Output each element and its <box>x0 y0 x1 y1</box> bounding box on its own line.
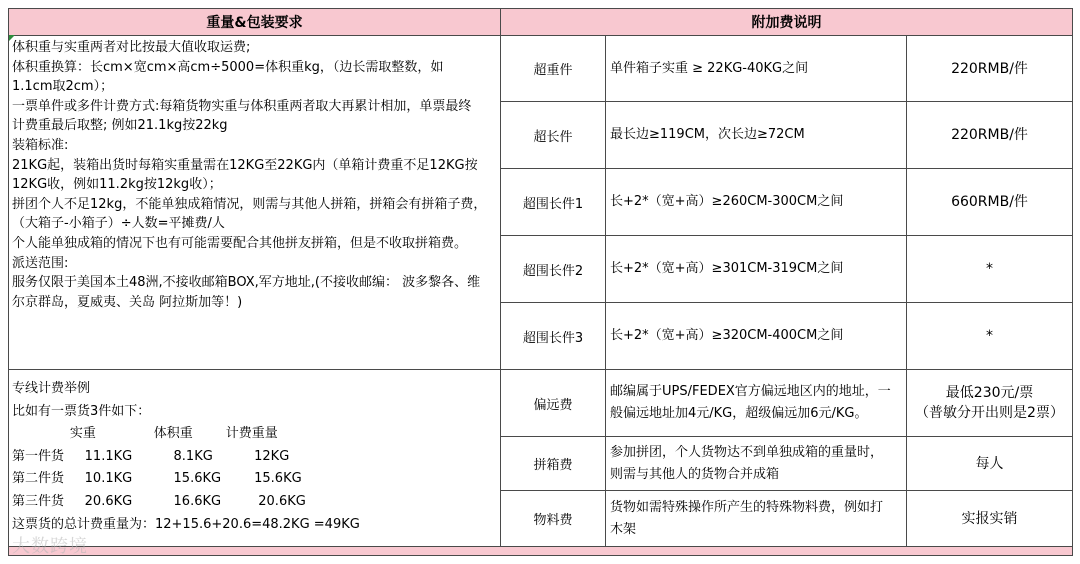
requirement-line: 服务仅限于美国本土48洲,不接收邮箱BOX,军方地址,(不接收邮编： 波多黎各、维 <box>12 275 481 291</box>
cell-comment-marker-icon <box>9 35 15 41</box>
requirement-line: 体积重与实重两者对比按最大值收取运费; <box>12 40 251 55</box>
weight-packaging-requirements <box>9 36 501 370</box>
example-line: 专线计费举例 <box>12 381 91 396</box>
surcharge-desc: 长+2*（宽+高）≥301CM-319CM之间 <box>606 236 907 303</box>
requirement-line: 装箱标准: <box>12 137 69 153</box>
surcharge-desc: 单件箱子实重 ≥ 22KG-40KG之间 <box>606 36 907 102</box>
requirement-line: 12KG收，例如11.2kg按12kg收）； <box>12 177 222 193</box>
requirement-line: 尔京群岛，夏威夷、关岛 阿拉斯加等！) <box>12 294 243 310</box>
surcharge-desc: 长+2*（宽+高）≥320CM-400CM之间 <box>606 303 907 370</box>
requirement-line: 1.1cm取2cm）； <box>12 79 114 95</box>
requirement-line: 拼团个人不足12kg，不能单独成箱情况，则需与其他人拼箱，拼箱会有拼箱子费， <box>12 196 487 212</box>
surcharge-name: 超重件 <box>501 36 606 102</box>
surcharge-name: 超长件 <box>501 102 606 169</box>
requirement-line: 21KG起，装箱出货时每箱实重量需在12KG至22KG内（单箱计费重不足12KG按 <box>12 157 478 173</box>
surcharge-fee: 660RMB/件 <box>907 169 1073 236</box>
surcharge-fee: 220RMB/件 <box>907 102 1073 169</box>
example-line: 第三件货 20.6KG 16.6KG 20.6KG <box>12 493 306 509</box>
requirement-line: 计费重最后取整; 例如21.1kg按22kg <box>12 118 228 134</box>
surcharge-name: 超围长件3 <box>501 303 606 370</box>
example-line: 第二件货 10.1KG 15.6KG 15.6KG <box>12 471 302 487</box>
pricing-example <box>9 370 501 547</box>
header-row <box>9 9 1073 36</box>
surcharge-desc: 邮编属于UPS/FEDEX官方偏远地区内的地址，一 般偏远地址加4元/KG，超级偏远加6元/KG。 <box>606 370 907 437</box>
footer-band <box>9 547 1073 556</box>
surcharge-fee: 最低230元/票 （普敏分开出则是2票） <box>907 370 1073 437</box>
surcharge-desc: 长+2*（宽+高）≥260CM-300CM之间 <box>606 169 907 236</box>
example-line: 实重 体积重 计费重量 <box>12 426 278 442</box>
surcharge-name: 超围长件2 <box>501 236 606 303</box>
requirement-line: 体积重换算：长cm×宽cm×高cm÷5000=体积重kg，（边长需取整数，如 <box>12 59 444 75</box>
surcharge-row <box>9 36 1073 102</box>
surcharge-desc: 最长边≥119CM，次长边≥72CM <box>606 102 907 169</box>
surcharge-name: 超围长件1 <box>501 169 606 236</box>
surcharge-fee: 220RMB/件 <box>907 36 1073 102</box>
watermark: 大数跨境 <box>12 536 88 557</box>
surcharge-name: 物料费 <box>501 491 606 547</box>
example-line: 第一件货 11.1KG 8.1KG 12KG <box>12 448 290 464</box>
requirement-line: 派送范围: <box>12 255 69 271</box>
surcharge-desc: 参加拼团，个人货物达不到单独成箱的重量时， 则需与其他人的货物合并成箱 <box>606 437 907 491</box>
surcharge-desc: 货物如需特殊操作所产生的特殊物料费，例如打 木架 <box>606 491 907 547</box>
surcharge-fee: 实报实销 <box>907 491 1073 547</box>
requirement-line: 一票单件或多件计费方式:每箱货物实重与体积重两者取大再累计相加，单票最终 <box>12 98 472 114</box>
example-line: 比如有一票货3件如下： <box>12 403 151 419</box>
surcharge-row <box>9 370 1073 437</box>
surcharge-fee: * <box>907 303 1073 370</box>
surcharge-fee: 每人 <box>907 437 1073 491</box>
fee-sheet <box>8 8 1073 556</box>
footer-row <box>9 547 1073 556</box>
requirement-line: 个人能单独成箱的情况下也有可能需要配合其他拼友拼箱，但是不收取拼箱费。 <box>12 235 468 251</box>
header-surcharge: 附加费说明 <box>501 9 1073 36</box>
example-line: 这票货的总计费重量为：12+15.6+20.6=48.2KG =49KG <box>12 516 360 532</box>
requirement-line: （大箱子-小箱子）÷人数=平摊费/人 <box>12 216 225 232</box>
surcharge-fee: * <box>907 236 1073 303</box>
surcharge-name: 拼箱费 <box>501 437 606 491</box>
header-weight-packaging: 重量&包装要求 <box>9 9 501 36</box>
surcharge-name: 偏远费 <box>501 370 606 437</box>
